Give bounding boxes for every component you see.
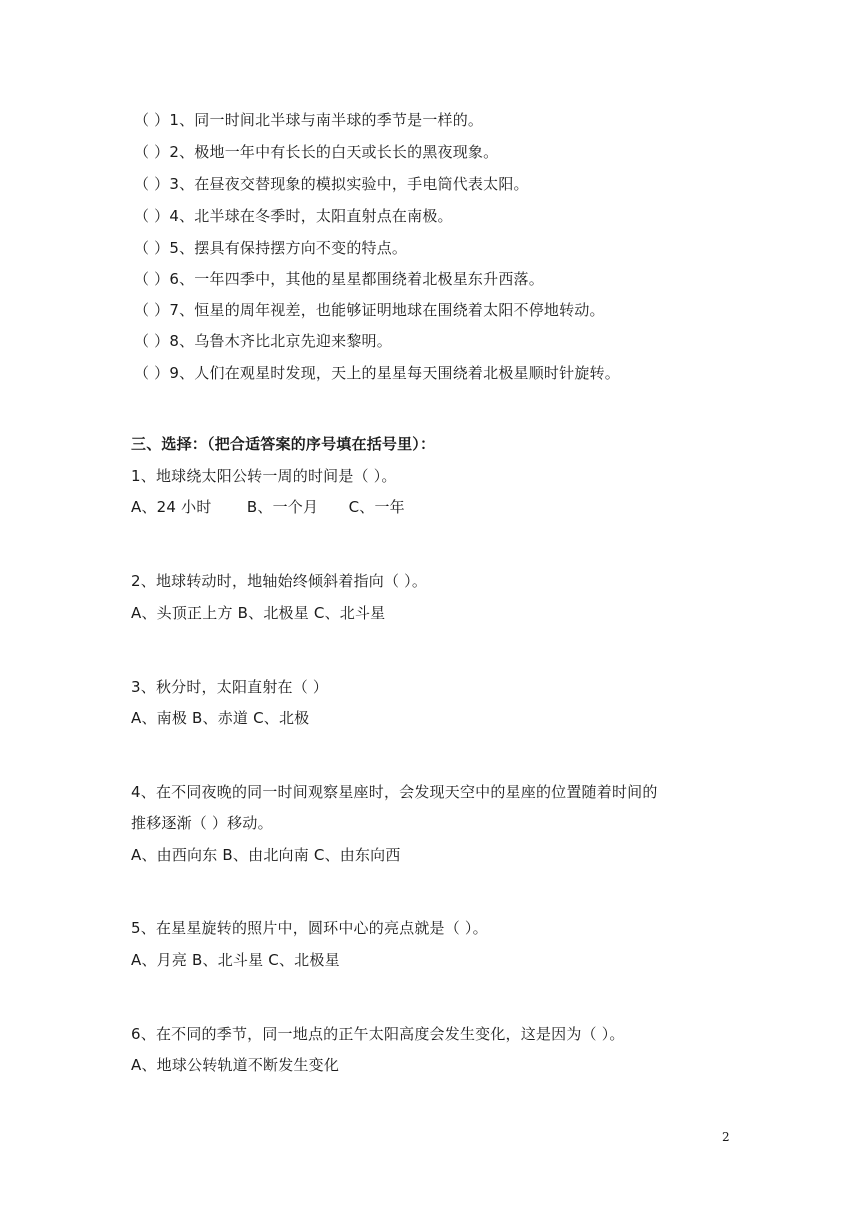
page-number: 2 xyxy=(722,1130,730,1144)
true-false-item: （ ）1、同一时间北半球与南半球的季节是一样的。 xyxy=(134,111,484,129)
true-false-item: （ ）7、恒星的周年视差，也能够证明地球在围绕着太阳不停地转动。 xyxy=(134,301,605,319)
question-options: A、月亮 B、北斗星 C、北极星 xyxy=(131,951,340,969)
question-text: 3、秋分时，太阳直射在（ ） xyxy=(131,678,329,696)
true-false-item: （ ）3、在昼夜交替现象的模拟实验中，手电筒代表太阳。 xyxy=(134,175,529,193)
true-false-item: （ ）9、人们在观星时发现，天上的星星每天围绕着北极星顺时针旋转。 xyxy=(134,364,620,382)
question-text: 1、地球绕太阳公转一周的时间是（ ）。 xyxy=(131,467,397,485)
question-text-continued: 推移逐渐（ ）移动。 xyxy=(131,814,273,832)
question-text: 6、在不同的季节，同一地点的正午太阳高度会发生变化，这是因为（ ）。 xyxy=(131,1025,625,1043)
true-false-item: （ ）5、摆具有保持摆方向不变的特点。 xyxy=(134,239,408,257)
question-text: 2、地球转动时，地轴始终倾斜着指向（ ）。 xyxy=(131,572,428,590)
question-options: A、24 小时 B、一个月 C、一年 xyxy=(131,498,405,516)
question-options: A、南极 B、赤道 C、北极 xyxy=(131,709,310,727)
true-false-item: （ ）4、北半球在冬季时，太阳直射点在南极。 xyxy=(134,207,453,225)
section-heading: 三、选择：（把合适答案的序号填在括号里）： xyxy=(131,435,436,453)
question-options: A、地球公转轨道不断发生变化 xyxy=(131,1056,340,1074)
true-false-item: （ ）8、乌鲁木齐比北京先迎来黎明。 xyxy=(134,332,392,350)
question-text: 4、在不同夜晚的同一时间观察星座时，会发现天空中的星座的位置随着时间的 xyxy=(131,783,658,801)
question-options: A、由西向东 B、由北向南 C、由东向西 xyxy=(131,846,401,864)
true-false-item: （ ）2、极地一年中有长长的白天或长长的黑夜现象。 xyxy=(134,143,499,161)
question-text: 5、在星星旋转的照片中，圆环中心的亮点就是（ ）。 xyxy=(131,919,488,937)
true-false-item: （ ）6、一年四季中，其他的星星都围绕着北极星东升西落。 xyxy=(134,270,544,288)
question-options: A、头顶正上方 B、北极星 C、北斗星 xyxy=(131,604,386,622)
